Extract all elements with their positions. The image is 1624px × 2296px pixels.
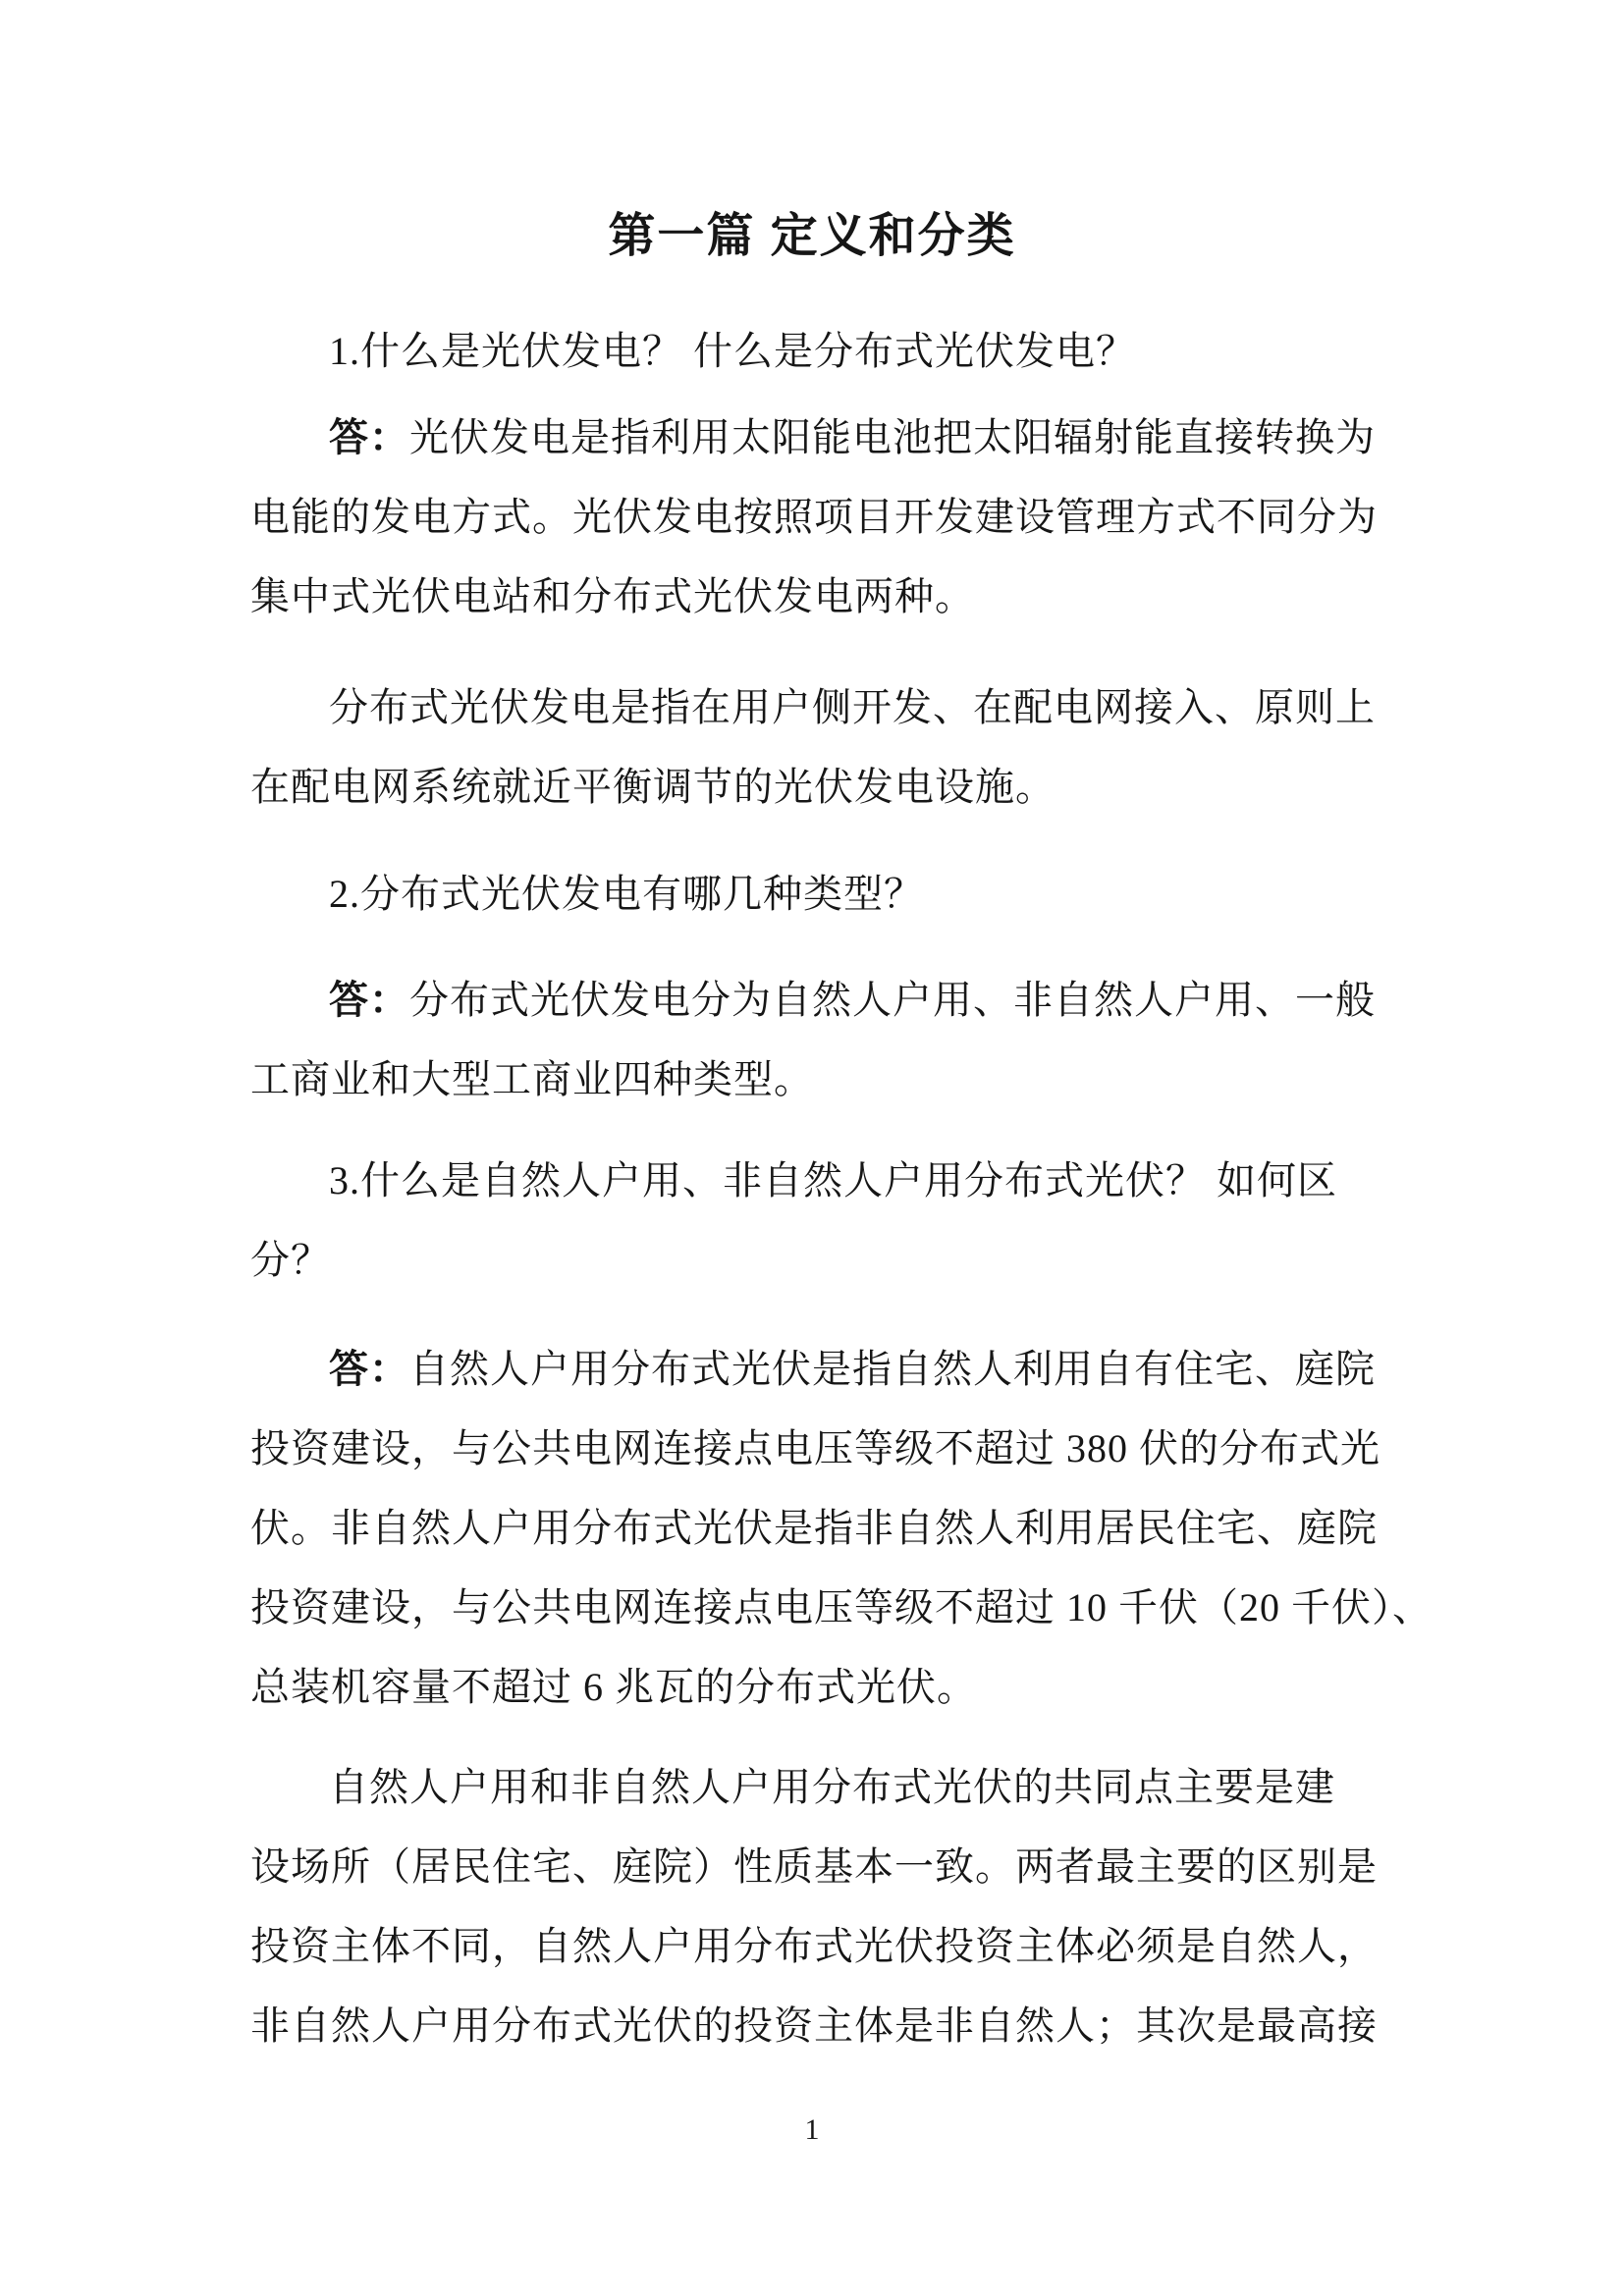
page-title: 第一篇 定义和分类 xyxy=(608,210,1016,262)
answer-prefix: 答： xyxy=(329,415,409,459)
answer-3 xyxy=(250,1329,1433,1727)
text-line: 投资建设，与公共电网连接点电压等级不超过 380 伏的分布式光 xyxy=(250,1426,1380,1470)
question-3 xyxy=(250,1141,1380,1300)
text-line: 总装机容量不超过 6 兆瓦的分布式光伏。 xyxy=(250,1665,977,1709)
text-line: 1.什么是光伏发电？ 什么是分布式光伏发电？ xyxy=(329,329,1136,373)
answer-text: 自然人户用分布式光伏是指自然人利用自有住宅、庭院 xyxy=(409,1347,1376,1391)
answer-prefix: 答： xyxy=(329,1347,409,1391)
text-line: 非自然人户用分布式光伏的投资主体是非自然人；其次是最高接 xyxy=(250,2003,1378,2048)
text-line xyxy=(250,1329,1380,1409)
text-line: 设场所（居民住宅、庭院）性质基本一致。两者最主要的区别是 xyxy=(250,1844,1378,1889)
paragraph-2 xyxy=(250,667,1380,827)
text-line: 集中式光伏电站和分布式光伏发电两种。 xyxy=(250,574,975,618)
text-line: 工商业和大型工商业四种类型。 xyxy=(250,1057,814,1101)
text-line: 自然人户用和非自然人户用分布式光伏的共同点主要是建 xyxy=(329,1765,1335,1809)
question-2 xyxy=(250,854,1380,934)
text-line: 分？ xyxy=(250,1238,331,1282)
text-line: 在配电网系统就近平衡调节的光伏发电设施。 xyxy=(250,765,1056,809)
text-line xyxy=(250,398,1380,477)
answer-text: 分布式光伏发电分为自然人户用、非自然人户用、一般 xyxy=(409,978,1376,1022)
text-line: 3.什么是自然人户用、非自然人户用分布式光伏？ 如何区 xyxy=(329,1158,1337,1202)
answer-1 xyxy=(250,398,1380,636)
paragraph-4 xyxy=(250,1747,1380,2065)
page-number: 1 xyxy=(804,2113,820,2146)
text-line: 伏。非自然人户用分布式光伏是指非自然人利用居民住宅、庭院 xyxy=(250,1506,1378,1550)
text-line xyxy=(250,960,1380,1040)
text-line: 分布式光伏发电是指在用户侧开发、在配电网接入、原则上 xyxy=(329,685,1376,729)
text-line: 投资主体不同，自然人户用分布式光伏投资主体必须是自然人， xyxy=(250,1924,1378,1968)
answer-prefix: 答： xyxy=(329,978,409,1022)
text-line: 电能的发电方式。光伏发电按照项目开发建设管理方式不同分为 xyxy=(250,495,1378,539)
question-1 xyxy=(250,311,1380,391)
text-line: 投资建设，与公共电网连接点电压等级不超过 10 千伏（20 千伏）、 xyxy=(250,1585,1433,1629)
answer-2 xyxy=(250,960,1380,1119)
text-line: 2.分布式光伏发电有哪几种类型？ xyxy=(329,872,924,916)
answer-text: 光伏发电是指利用太阳能电池把太阳辐射能直接转换为 xyxy=(409,415,1376,459)
